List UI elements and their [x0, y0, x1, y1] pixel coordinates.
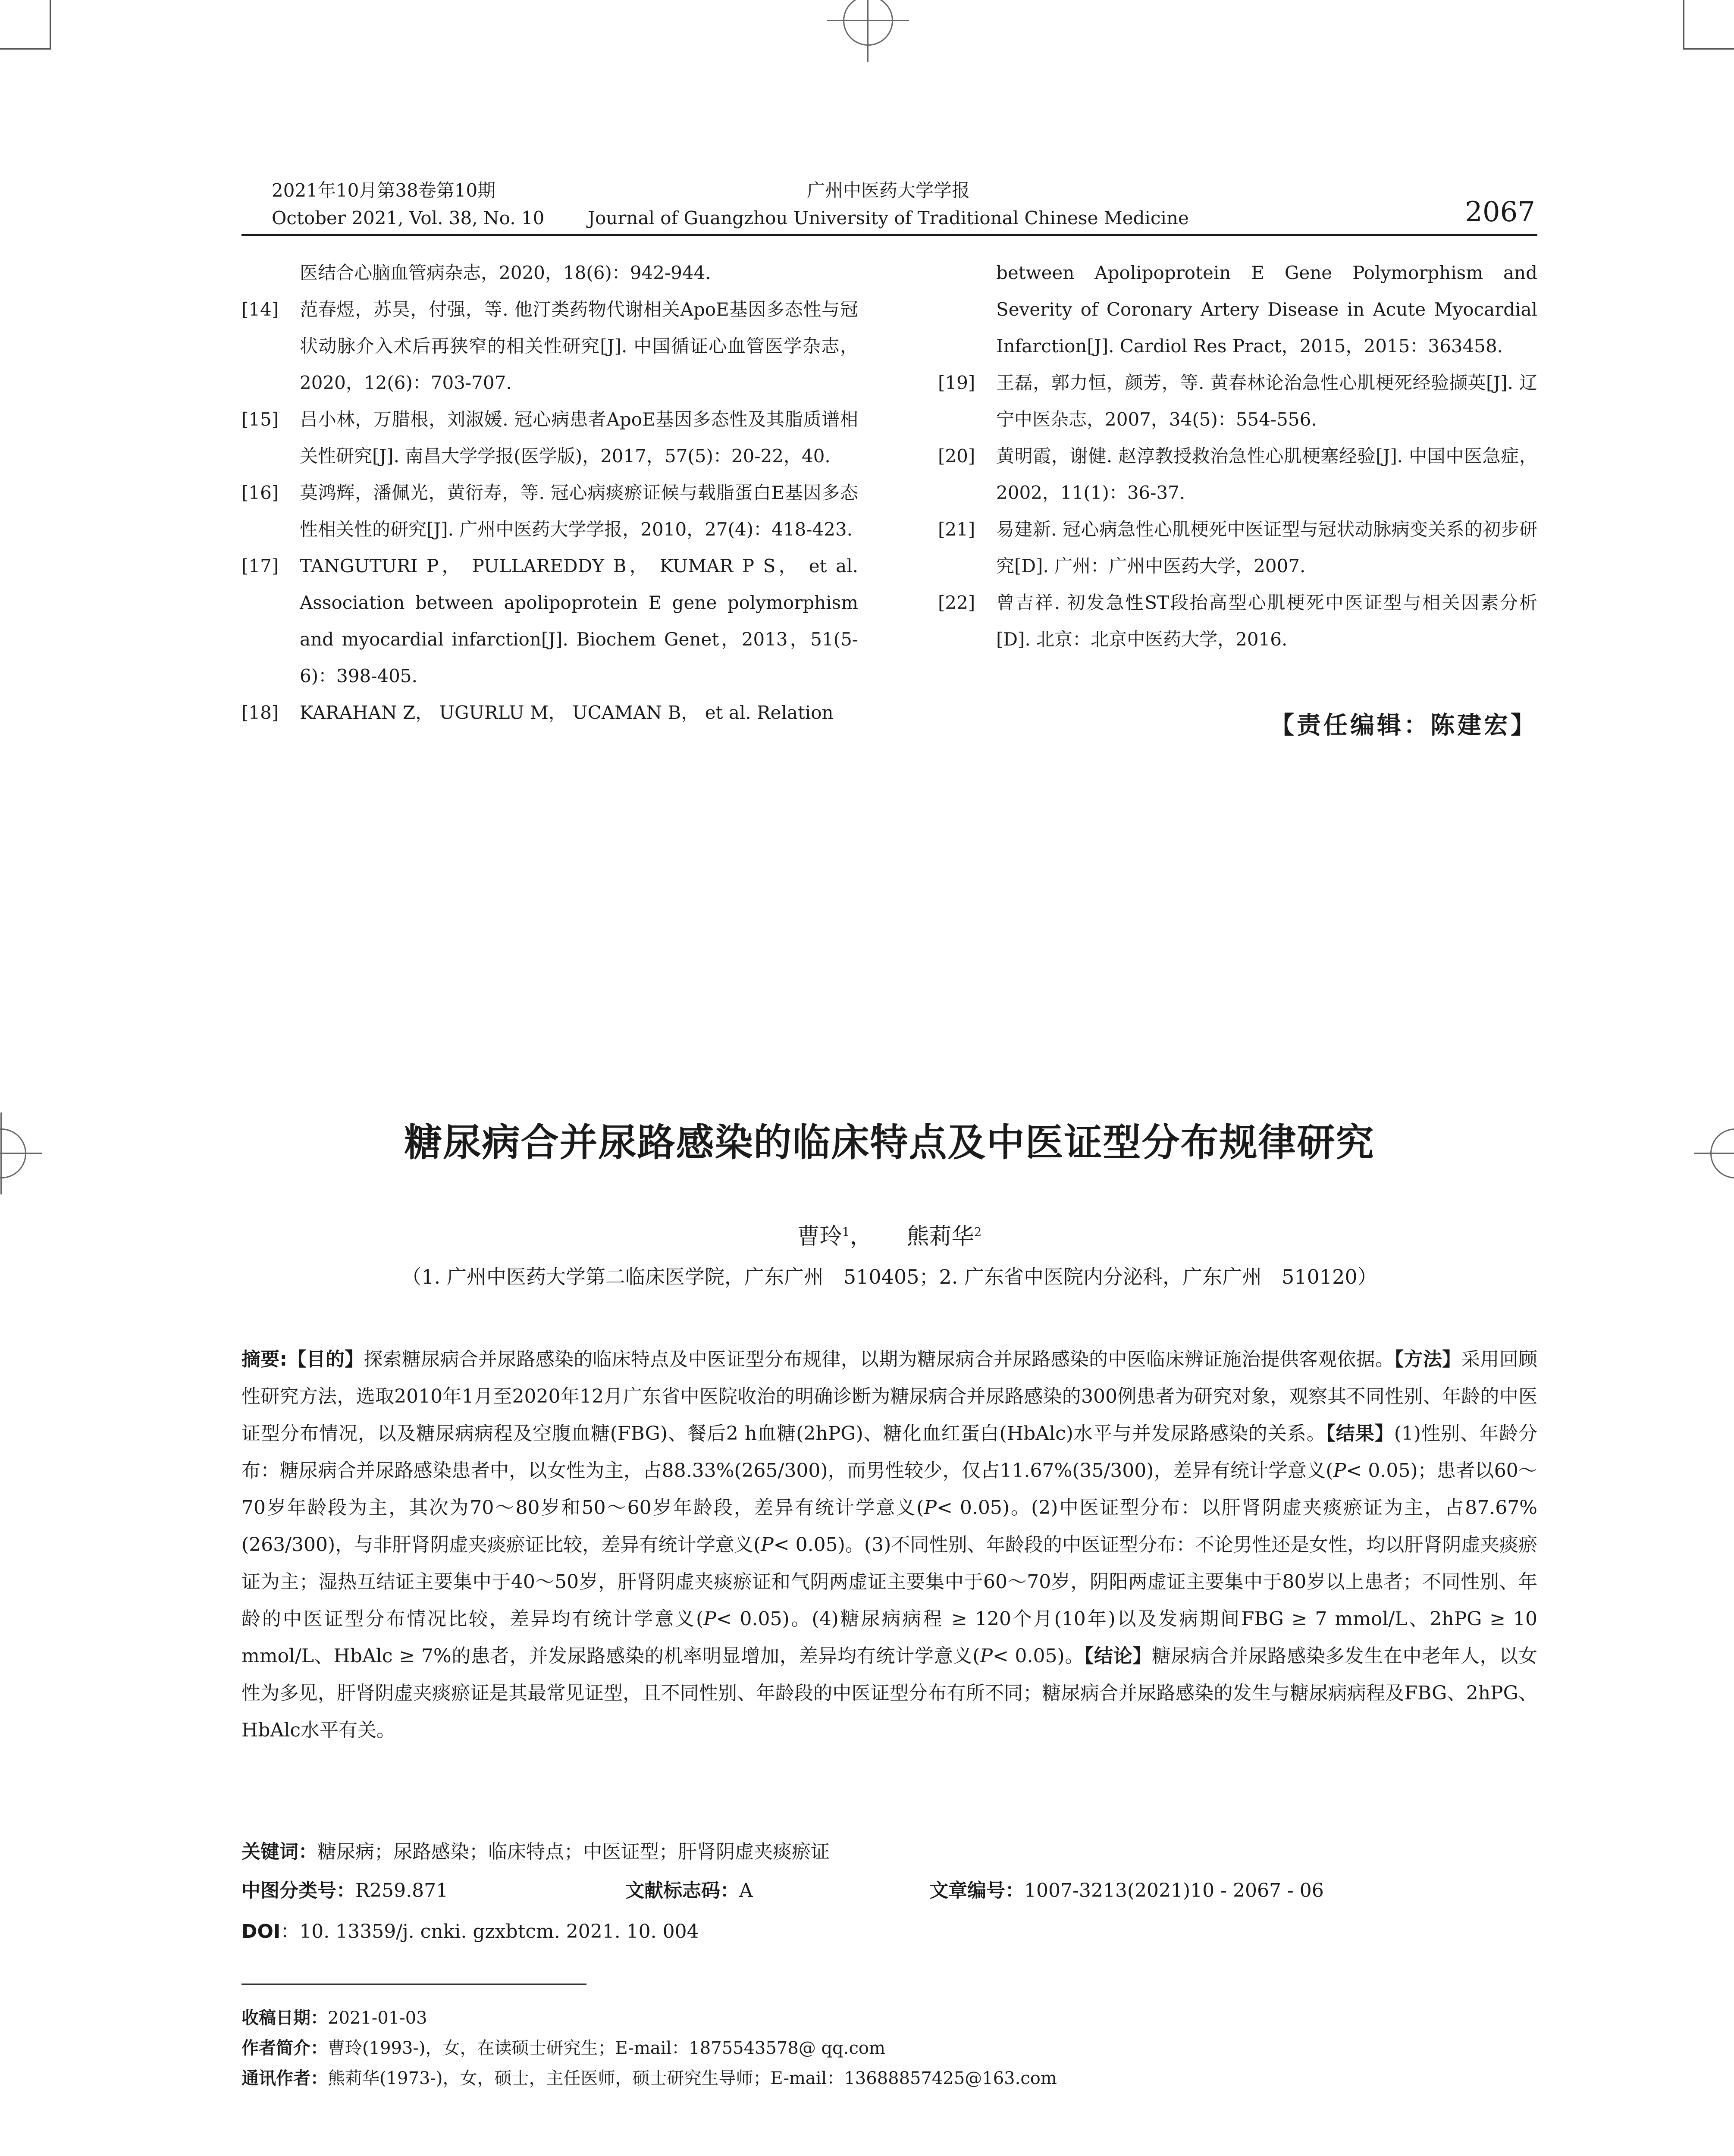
results-text: < 0.05)。(3)不同性别、年龄段的中医证型分布：不论男性还是女性，均以肝肾阴虚夹痰瘀证为主；湿热互结证主要集中于40～50岁，肝肾阴虚夹痰瘀证和气阴两虚证主要集中于60～70岁，阴阳两虚证主要集中于80岁以上患者；不同性别、年龄的中医证型分布情况比较，差异均有统计学意义(	[241, 1534, 1537, 1630]
reference-item: between Apolipoprotein E Gene Polymorphism and Severity of Coronary Artery Disease in Acute Myocardial Infarction[J]. Cardiol Res Pract，2015，2015：363458.	[996, 262, 1537, 357]
reference-item: [20] 黄明霞，谢健. 赵淳教授救治急性心肌梗塞经验[J]. 中国中医急症，2002，11(1)：36-37.	[938, 445, 1537, 503]
affiliation: （1. 广州中医药大学第二临床医学院，广东广州 510405；2. 广东省中医院内分泌科，广东广州 510120）	[401, 1265, 1377, 1288]
crop-mark	[0, 48, 50, 50]
issue-cn: 2021年10月第38卷第10期	[272, 180, 496, 201]
p-symbol: P	[980, 1645, 993, 1667]
reference-item: [15] 吕小林，万腊根，刘淑媛. 冠心病患者ApoE基因多态性及其脂质谱相关性研究[J]. 南昌大学学报(医学版)，2017，57(5)：20-22，40.	[241, 409, 858, 467]
journal-cn: 广州中医药大学学报	[806, 180, 970, 201]
results-text: < 0.05)。(4)糖尿病病程 ≥ 120个月(10年)以及发病期间FBG ≥ 7 mmol/L、2hPG ≥ 10 mmol/L、HbAlc ≥ 7%的患者，并发尿路感染的机率明显增加，差异均有统计学意义(	[241, 1608, 1537, 1667]
reference-item: [22] 曾吉祥. 初发急性ST段抬高型心肌梗死中医证型与相关因素分析[D]. 北京：北京中医药大学，2016.	[938, 592, 1537, 650]
conclusion-label: 【结论】	[1084, 1645, 1152, 1667]
objective-label: 【目的】	[287, 1348, 364, 1370]
results-label: 【结果】	[1326, 1423, 1394, 1445]
abstract-label: 摘要:	[241, 1348, 288, 1370]
reference-item: 医结合心脑血管病杂志，2020，18(6)：942-944.	[300, 262, 711, 283]
clc-code: 中图分类号：R259.871	[241, 1880, 448, 1902]
author-separator: ，	[850, 1224, 872, 1250]
results-text: (1)性别、年龄分布：糖尿病合并尿路感染患者中，以女性为主，占88.33%(265/300)，而男性较少，仅占11.67%(35/300)，差异有统计学意义(	[241, 1423, 1537, 1482]
results-text: < 0.05)；患者以60～70岁年龄段为主，其次为70～80岁和50～60岁年龄段，差异有统计学意义(	[241, 1460, 1537, 1519]
journal-name	[496, 177, 1281, 232]
reference-item: [21] 易建新. 冠心病急性心肌梗死中医证型与冠状动脉病变关系的初步研究[D]. 广州：广州中医药大学，2007.	[938, 519, 1537, 577]
author-line	[241, 1218, 1537, 1250]
journal-en: Journal of Guangzhou University of Traditional Chinese Medicine	[588, 207, 1189, 229]
objective-text: 探索糖尿病合并尿路感染的临床特点及中医证型分布规律，以期为糖尿病合并尿路感染的中医临床辨证施治提供客观依据。	[364, 1348, 1395, 1370]
article-number: 文章编号：1007-3213(2021)10 - 2067 - 06	[929, 1880, 1324, 1902]
document-code: 文献标志码：A	[625, 1880, 753, 1902]
p-symbol: P	[924, 1497, 937, 1519]
reference-item: [17] TANGUTURI P， PULLAREDDY B， KUMAR P S， et al. Association between apolipoprotein E gene polymorphism and myocardial infarction[J]. Biochem Genet，2013，51(5-6)：398-405.	[241, 555, 858, 686]
conclusion-text: 糖尿病合并尿路感染多发生在中老年人，以女性为多见，肝肾阴虚夹痰瘀证是其最常见证型，且不同性别、年龄段的中医证型分布有所不同；糖尿病合并尿路感染的发生与糖尿病病程及FBG、2hPG、HbAlc水平有关。	[241, 1645, 1537, 1741]
abstract	[241, 1341, 1537, 1749]
crop-mark	[50, 0, 51, 50]
doi-text: ：10. 13359/j. cnki. gzxbtcm. 2021. 10. 004	[280, 1921, 699, 1943]
methods-label: 【方法】	[1394, 1348, 1461, 1370]
results-text: < 0.05)。(2)中医证型分布：以肝肾阴虚夹痰瘀证为主，占87.67%(263/300)，与非肝肾阴虚夹痰瘀证比较，差异有统计学意义(	[241, 1497, 1537, 1556]
results-text: < 0.05)。	[992, 1645, 1085, 1667]
issue-en: October 2021, Vol. 38, No. 10	[272, 207, 545, 229]
registration-mark	[1710, 1128, 1734, 1178]
keywords	[241, 1835, 1537, 1869]
footnote-rule	[241, 1984, 586, 1985]
p-symbol: P	[761, 1534, 774, 1556]
reference-item: [18] KARAHAN Z， UGURLU M， UCAMAN B， et al. Relation	[241, 702, 834, 723]
header-rule	[241, 234, 1537, 236]
p-symbol: P	[1333, 1460, 1346, 1482]
registration-mark	[0, 1128, 26, 1178]
editor-note: 【责任编辑：陈建宏】	[1270, 711, 1537, 740]
article-title: 糖尿病合并尿路感染的临床特点及中医证型分布规律研究	[404, 1120, 1375, 1165]
author-affil-ref: 2	[974, 1225, 982, 1239]
reference-item: [14] 范春煜，苏昊，付强，等. 他汀类药物代谢相关ApoE基因多态性与冠状动脉介入术后再狭窄的相关性研究[J]. 中国循证心血管医学杂志，2020，12(6)：703-707.	[241, 299, 858, 393]
references-left-column	[241, 254, 858, 731]
registration-mark	[843, 0, 893, 46]
received-date: 收稿日期：2021-01-03	[241, 2008, 427, 2028]
keywords-label: 关键词：	[241, 1841, 317, 1863]
page-number: 2067	[1465, 196, 1535, 228]
reference-item: [19] 王磊，郭力恒，颜芳，等. 黄春林论治急性心肌梗死经验撷英[J]. 辽宁中医杂志，2007，34(5)：554-556.	[938, 372, 1537, 430]
footnotes	[241, 2003, 1057, 2093]
author-name: 曹玲	[797, 1224, 842, 1250]
doi-label: DOI	[241, 1921, 281, 1943]
p-symbol: P	[703, 1608, 716, 1630]
author-name: 熊莉华	[906, 1224, 974, 1250]
methods-text: 采用回顾性研究方法，选取2010年1月至2020年12月广东省中医院收治的明确诊断为糖尿病合并尿路感染的300例患者为研究对象，观察其不同性别、年龄的中医证型分布情况，以及糖尿病病程及空腹血糖(FBG)、餐后2 h血糖(2hPG)、糖化血红蛋白(HbAlc)水平与并发尿路感染的关系。	[241, 1348, 1538, 1445]
corresponding-author: 通讯作者：熊莉华(1973-)，女，硕士，主任医师，硕士研究生导师；E-mail：13688857425@163.com	[241, 2068, 1057, 2088]
reference-item: [16] 莫鸿辉，潘佩光，黄衍寿，等. 冠心病痰瘀证候与载脂蛋白E基因多态性相关性的研究[J]. 广州中医药大学学报，2010，27(4)：418-423.	[241, 482, 858, 540]
author-affil-ref: 1	[842, 1225, 850, 1239]
author-bio: 作者简介：曹玲(1993-)，女，在读硕士研究生；E-mail：1875543578@ qq.com	[241, 2038, 885, 2058]
doi	[241, 1915, 699, 1949]
crop-mark	[1684, 48, 1734, 50]
keywords-text: 糖尿病；尿路感染；临床特点；中医证型；肝肾阴虚夹痰瘀证	[317, 1841, 830, 1863]
crop-mark	[1683, 0, 1684, 50]
references-right-column	[938, 254, 1537, 658]
